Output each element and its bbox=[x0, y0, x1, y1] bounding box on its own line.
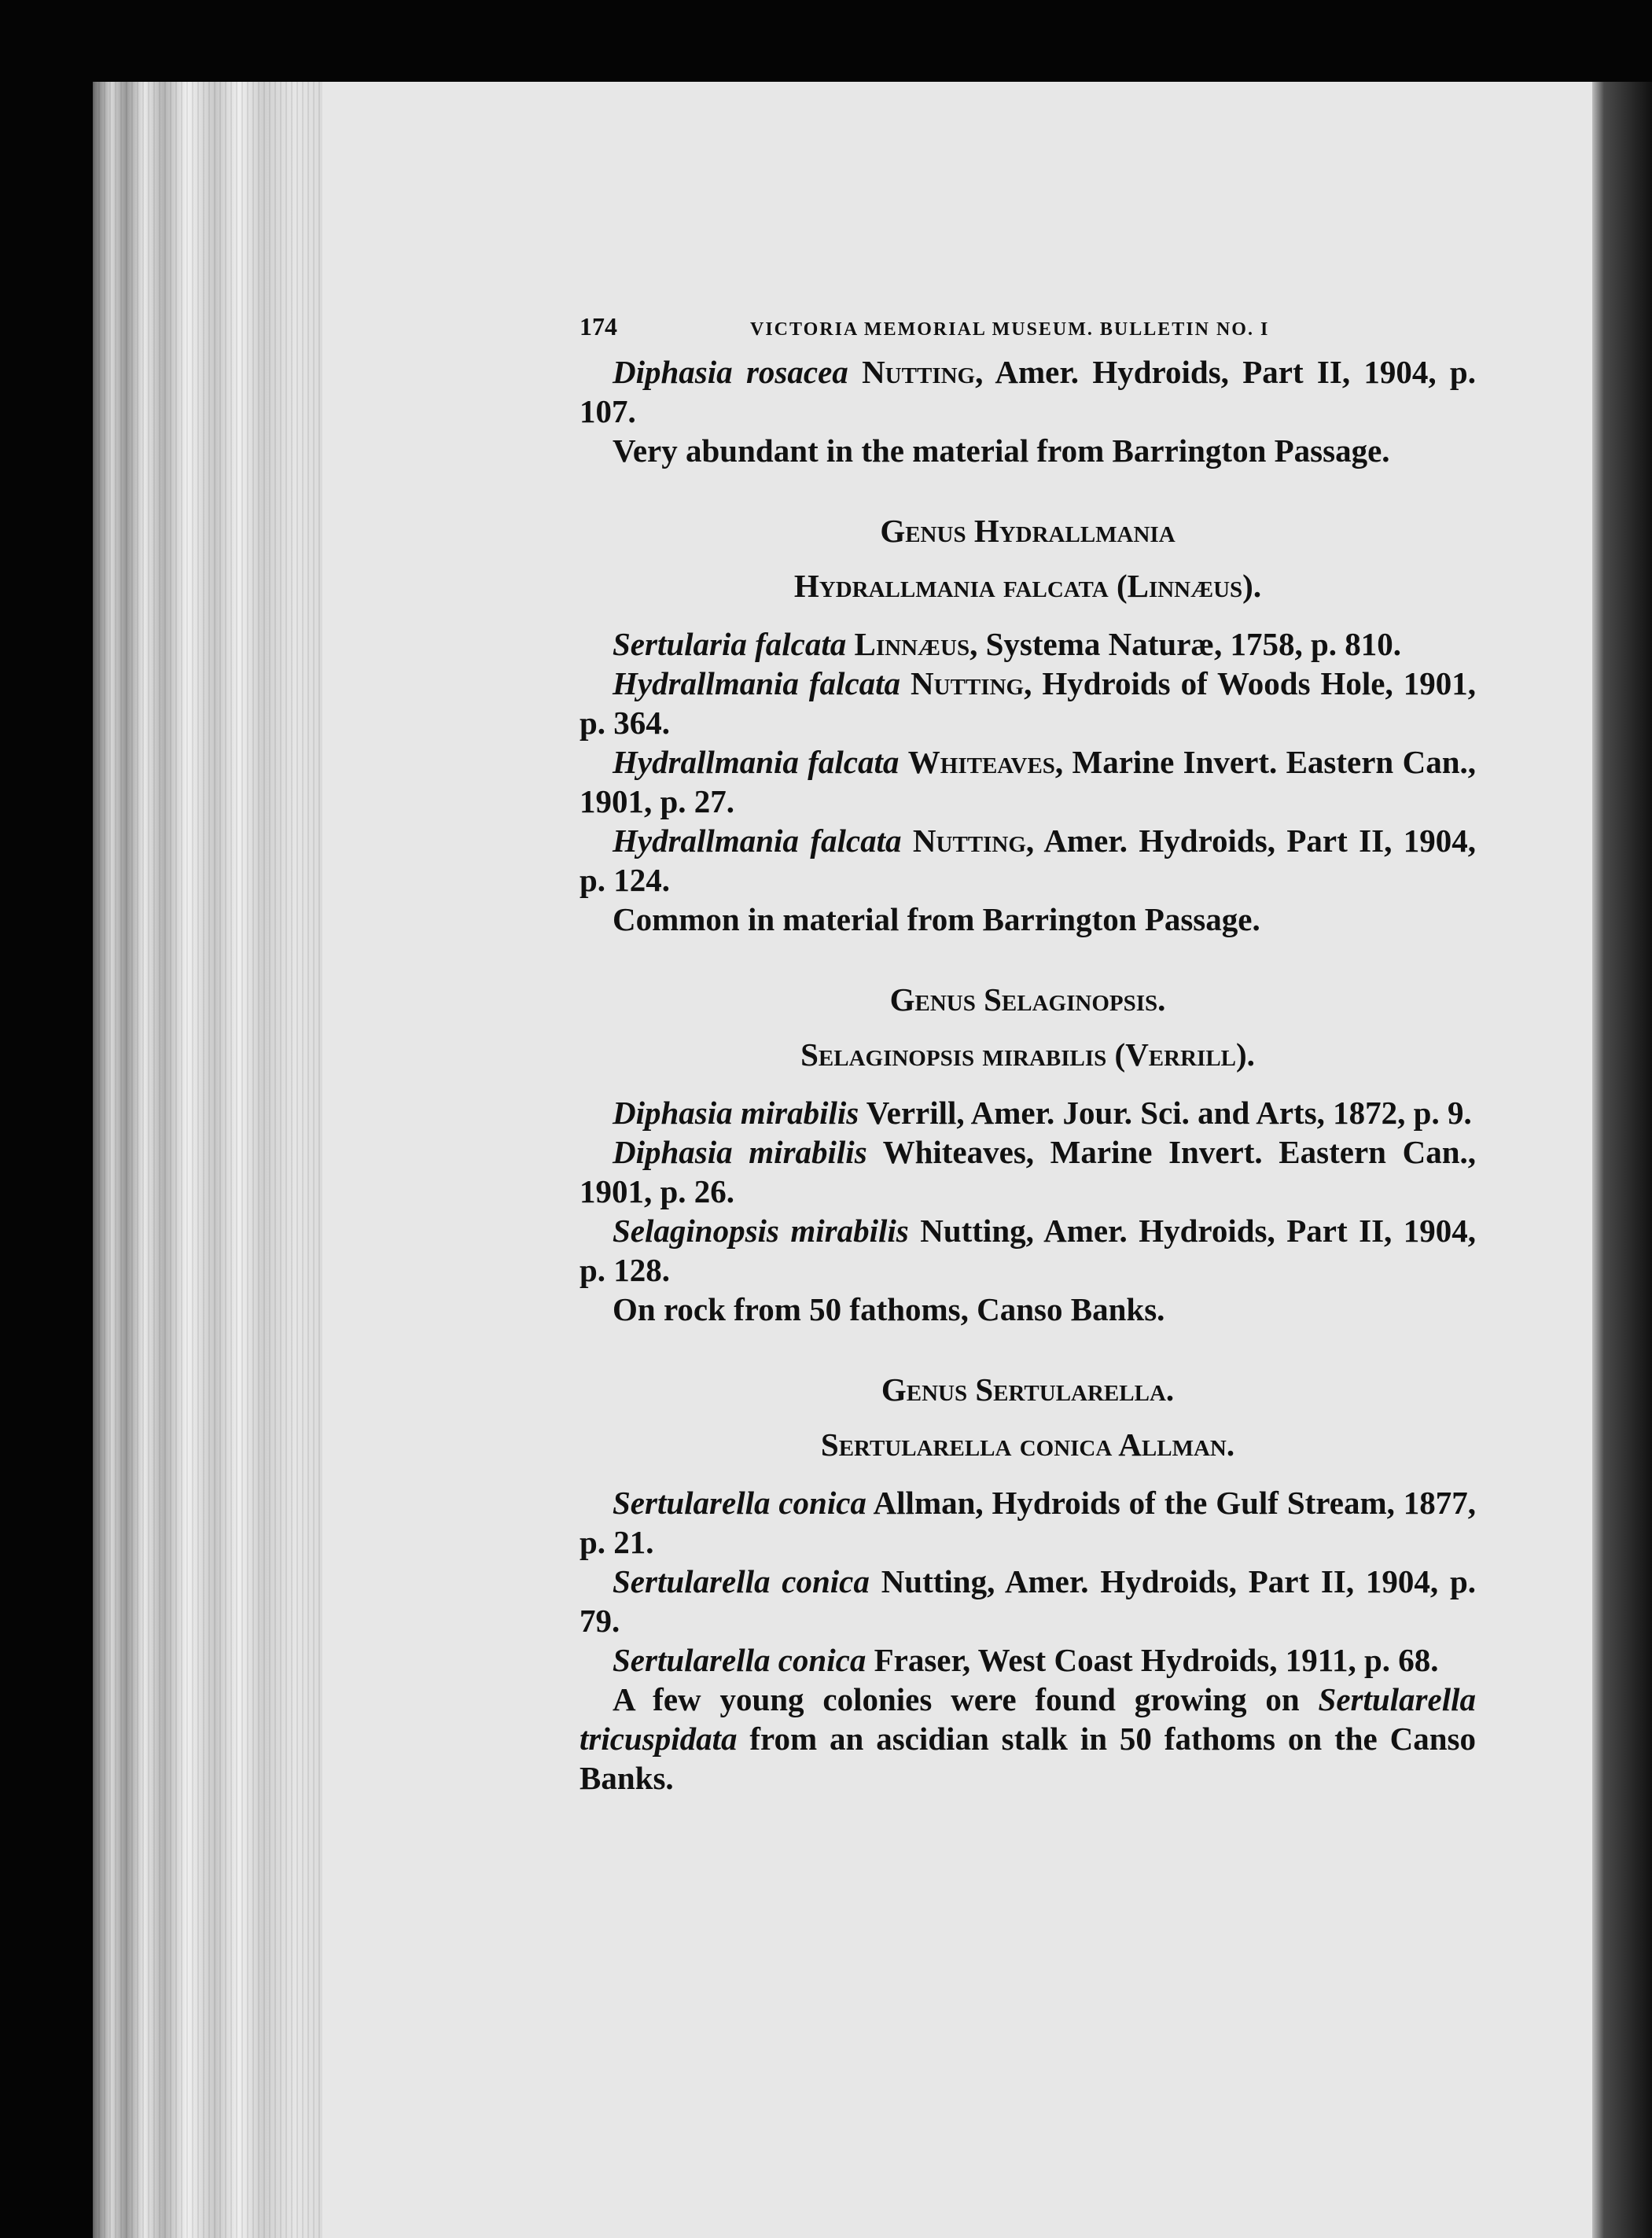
taxon-name: Sertularia falcata bbox=[613, 626, 847, 662]
taxon-name: Selaginopsis mirabilis bbox=[613, 1213, 909, 1249]
note-text: from an ascidian stalk in 50 fathoms on the Canso Banks. bbox=[579, 1721, 1476, 1796]
reference-source: Verrill, Amer. Jour. Sci. and Arts, 1872, p. 9. bbox=[866, 1095, 1472, 1131]
species-heading-selaginopsis bbox=[579, 1035, 1476, 1074]
reference-source: Systema Naturæ, 1758, p. 810. bbox=[985, 626, 1402, 662]
reference-source: Amer. Hydroids, Part II, 1904, p. 107. bbox=[579, 354, 1476, 429]
right-binding-shadow bbox=[1592, 82, 1652, 2238]
taxon-name: Hydrallmania falcata bbox=[613, 744, 900, 780]
reference-item bbox=[579, 1562, 1476, 1640]
species-heading-text: Sertularella conica Allman. bbox=[820, 1426, 1235, 1463]
taxon-name: Sertularella conica bbox=[613, 1563, 870, 1599]
reference-item bbox=[579, 1132, 1476, 1211]
taxon-name: Diphasia mirabilis bbox=[613, 1134, 867, 1170]
author-name: Whiteaves, bbox=[907, 744, 1064, 780]
author-name: Nutting, bbox=[862, 354, 984, 390]
species-heading-hydrallmania bbox=[579, 566, 1476, 606]
reference-item bbox=[579, 1211, 1476, 1290]
taxon-name: Sertularella conica bbox=[613, 1642, 866, 1678]
reference-diphasia-rosacea bbox=[579, 352, 1476, 431]
reference-item bbox=[579, 624, 1476, 664]
species-heading-sertularella bbox=[579, 1425, 1476, 1464]
genus-heading-text: Genus Sertularella. bbox=[881, 1371, 1175, 1408]
note-text: A few young colonies were found growing on bbox=[613, 1681, 1300, 1717]
taxon-name: Sertularella conica bbox=[613, 1485, 866, 1521]
reference-source: Hydroids of Woods Hole, 1901, p. 364. bbox=[579, 665, 1477, 741]
author-name: Nutting, bbox=[912, 823, 1035, 859]
distribution-note: Very abundant in the material from Barrington Passage. bbox=[613, 433, 1390, 469]
page-edge-texture bbox=[93, 82, 329, 2238]
reference-source: Whiteaves, Marine Invert. Eastern Can., 1901, p. 26. bbox=[579, 1134, 1477, 1209]
reference-source: Amer. Hydroids, Part II, 1904, p. 124. bbox=[579, 823, 1476, 898]
distribution-note bbox=[579, 1680, 1476, 1798]
genus-heading-hydrallmania bbox=[579, 511, 1476, 550]
reference-item bbox=[579, 664, 1476, 742]
page-content bbox=[579, 307, 1476, 1798]
reference-source: Allman, Hydroids of the Gulf Stream, 1877, p. 21. bbox=[579, 1485, 1476, 1560]
species-heading-text: Selaginopsis mirabilis (Verrill). bbox=[800, 1036, 1255, 1073]
taxon-name: Hydrallmania falcata bbox=[613, 823, 902, 859]
taxon-name: Hydrallmania falcata bbox=[613, 665, 901, 701]
reference-item bbox=[579, 742, 1476, 821]
author-name: Nutting, bbox=[911, 665, 1032, 701]
genus-heading-text: Genus Hydrallmania bbox=[880, 513, 1176, 549]
taxon-name: Diphasia mirabilis bbox=[613, 1095, 859, 1131]
genus-heading-selaginopsis bbox=[579, 980, 1476, 1019]
running-head: VICTORIA MEMORIAL MUSEUM. BULLETIN NO. I bbox=[750, 319, 1270, 340]
genus-heading-text: Genus Selaginopsis. bbox=[889, 981, 1166, 1018]
reference-item bbox=[579, 821, 1476, 900]
page-number: 174 bbox=[579, 312, 617, 340]
distribution-note: Common in material from Barrington Passage. bbox=[613, 901, 1260, 937]
species-heading-text: Hydrallmania falcata (Linnæus). bbox=[793, 568, 1262, 604]
taxon-name: Diphasia rosacea bbox=[613, 354, 848, 390]
reference-item bbox=[579, 1483, 1476, 1562]
taxon-name: Sertularella tricuspidata bbox=[579, 1681, 1476, 1757]
reference-item bbox=[579, 1093, 1476, 1132]
reference-source: Nutting, Amer. Hydroids, Part II, 1904, p. 79. bbox=[579, 1563, 1476, 1639]
reference-item bbox=[579, 1640, 1476, 1680]
distribution-note: On rock from 50 fathoms, Canso Banks. bbox=[613, 1291, 1165, 1327]
reference-source: Nutting, Amer. Hydroids, Part II, 1904, p. 128. bbox=[579, 1213, 1476, 1288]
genus-heading-sertularella bbox=[579, 1370, 1476, 1409]
reference-source: Marine Invert. Eastern Can., 1901, p. 27. bbox=[579, 744, 1477, 819]
reference-source: Fraser, West Coast Hydroids, 1911, p. 68. bbox=[874, 1642, 1439, 1678]
page-header bbox=[579, 307, 1476, 352]
author-name: Linnæus, bbox=[854, 626, 978, 662]
